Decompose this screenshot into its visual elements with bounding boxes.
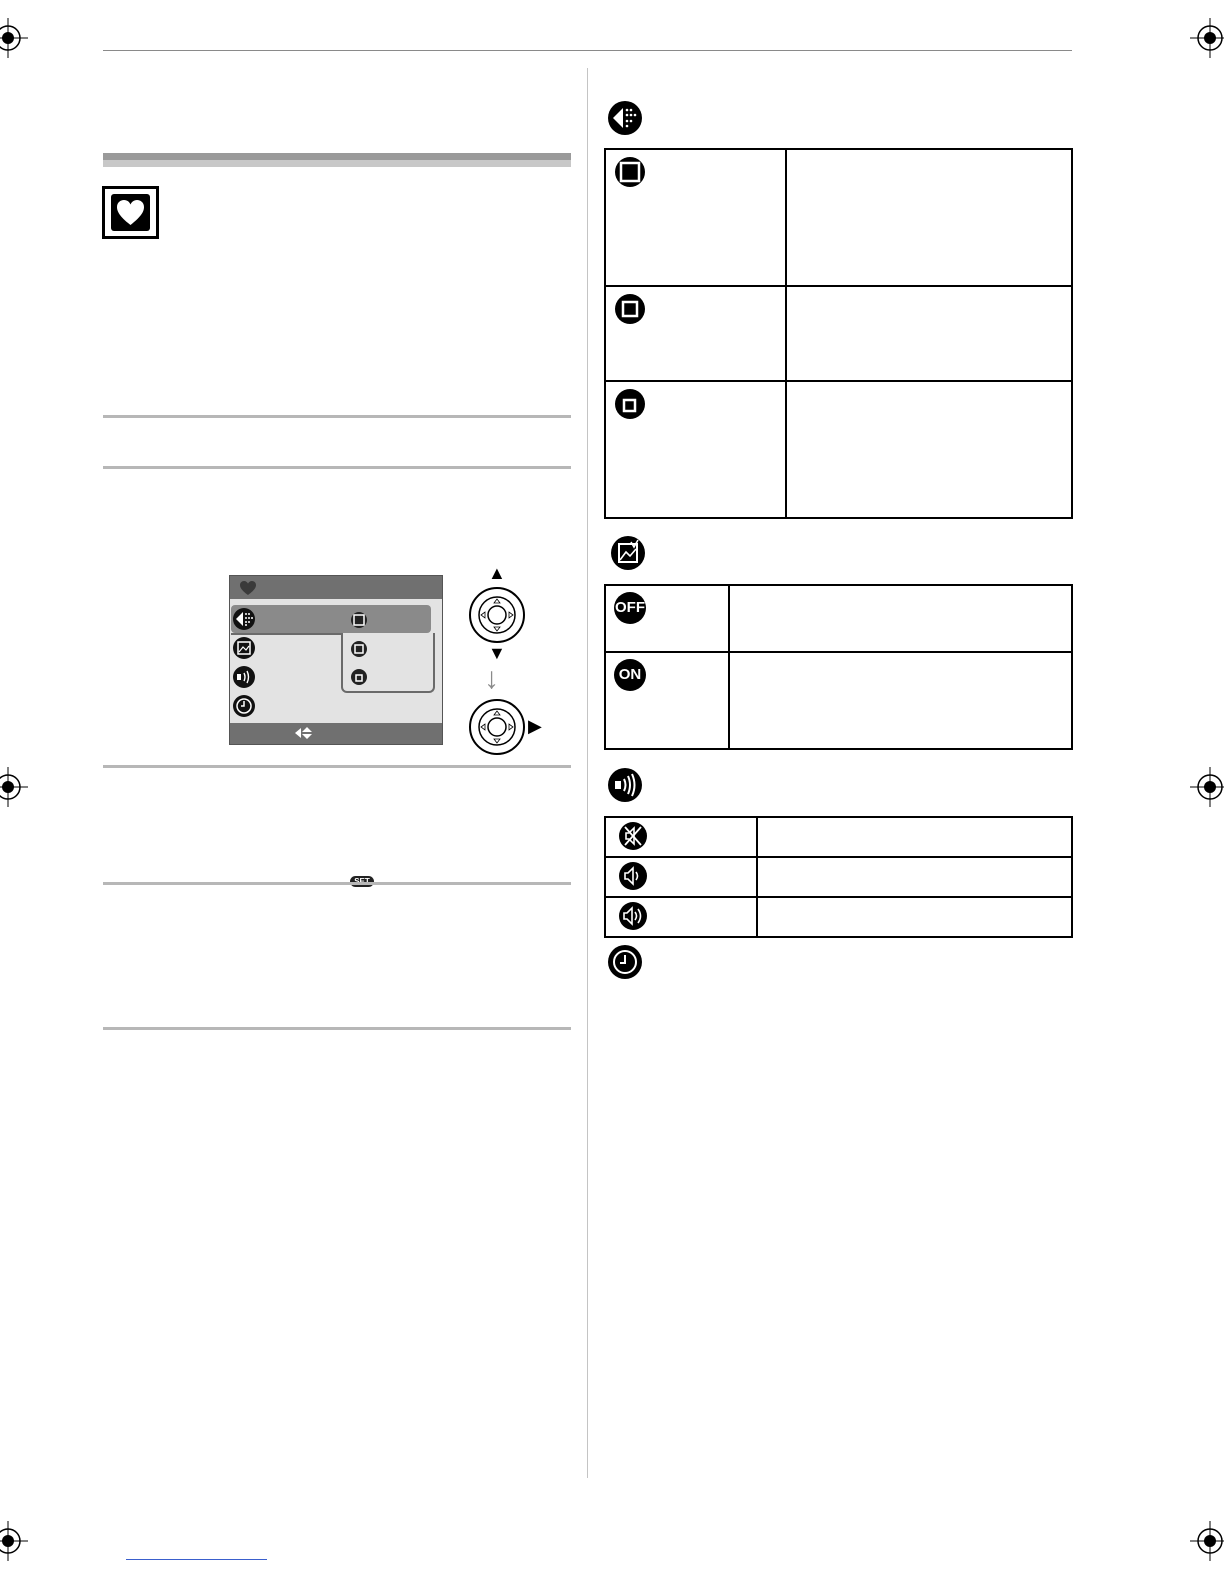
registration-mark-mid-left <box>0 767 28 807</box>
registration-mark-bottom-left <box>0 1521 28 1561</box>
screen-panel-border <box>231 633 341 635</box>
picture-size-table <box>604 148 1073 519</box>
size-small-icon <box>614 388 646 420</box>
section-title-bar <box>103 153 571 167</box>
volume-low-icon <box>618 861 648 891</box>
table-row <box>605 817 1072 857</box>
mute-icon <box>618 821 648 851</box>
step-divider-2 <box>103 466 571 469</box>
select-arrows-icon <box>294 726 314 740</box>
cursor-dial-bottom[interactable] <box>468 698 526 756</box>
picture-size-icon[interactable] <box>232 607 256 631</box>
step-divider-3 <box>103 765 571 768</box>
table-row <box>605 897 1072 937</box>
table-row <box>605 585 1072 652</box>
step-divider-1 <box>103 415 571 418</box>
beep-table <box>604 816 1073 938</box>
size-large-icon[interactable] <box>350 611 368 629</box>
heart-icon <box>111 194 150 231</box>
auto-review-icon[interactable] <box>232 636 256 660</box>
table-row <box>605 286 1072 381</box>
registration-mark-bottom-right <box>1190 1521 1224 1561</box>
heart-icon <box>238 579 258 597</box>
registration-mark-top-left <box>0 18 28 58</box>
step-divider-5 <box>103 1027 571 1030</box>
step-divider-4 <box>103 882 571 885</box>
clock-icon[interactable] <box>232 694 256 718</box>
size-small-icon[interactable] <box>350 668 368 686</box>
screen-header <box>230 576 442 599</box>
registration-mark-mid-right <box>1190 767 1224 807</box>
flow-arrow: ↓ <box>484 662 499 695</box>
right-arrow: ▶ <box>528 716 542 736</box>
registration-mark-top-right <box>1190 18 1224 58</box>
table-row <box>605 652 1072 749</box>
table-row <box>605 857 1072 897</box>
set-badge: SET <box>350 876 374 887</box>
on-icon: ON <box>614 659 646 691</box>
auto-review-icon <box>610 535 646 571</box>
footer-link-underline <box>126 1559 267 1560</box>
beep-icon[interactable] <box>232 665 256 689</box>
mode-icon-box <box>102 186 159 239</box>
size-medium-icon[interactable] <box>350 640 368 658</box>
screen-selected-row[interactable] <box>231 605 431 633</box>
off-icon: OFF <box>614 592 646 624</box>
up-arrow: ▲ <box>488 563 506 583</box>
auto-review-table <box>604 584 1073 750</box>
table-row <box>605 381 1072 518</box>
screen-footer <box>230 723 442 886</box>
size-large-icon <box>614 156 646 188</box>
cursor-dial-top[interactable] <box>468 586 526 644</box>
beep-icon <box>607 767 643 803</box>
column-divider <box>587 68 588 1478</box>
volume-high-icon <box>618 901 648 931</box>
table-row <box>605 149 1072 286</box>
header-rule <box>103 50 1072 51</box>
down-arrow: ▼ <box>488 643 506 663</box>
size-medium-icon <box>614 293 646 325</box>
picture-size-icon <box>607 100 643 136</box>
camera-menu-screen <box>229 575 443 886</box>
clock-icon <box>607 944 643 980</box>
